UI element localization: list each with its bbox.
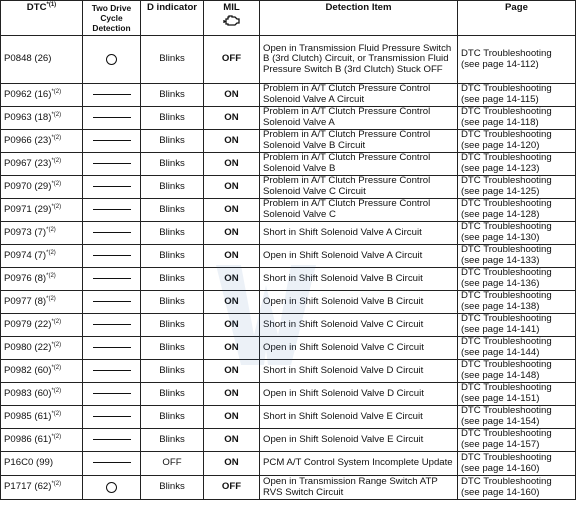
d-indicator-cell [141, 130, 204, 153]
d-indicator-value: Blinks [159, 481, 185, 493]
dtc-footnote: *(2) [46, 226, 56, 233]
dtc-footnote: *(2) [51, 364, 62, 371]
page-reference-title: DTC Troubleshooting [461, 47, 552, 59]
dash-icon [93, 232, 131, 233]
table-row [1, 176, 576, 199]
page-reference-number: (see page 14-160) [461, 486, 540, 498]
detection-item-text: Problem in A/T Clutch Pressure Control Solenoid Valve A Circuit [263, 83, 431, 105]
mil-value: ON [224, 180, 239, 192]
d-indicator-cell [141, 360, 204, 383]
page-reference-number: (see page 14-154) [461, 416, 540, 427]
mil-cell [204, 130, 260, 153]
dash-icon [93, 439, 131, 440]
two-drive-cell [83, 291, 141, 314]
d-indicator-value: Blinks [159, 387, 185, 399]
table-row [1, 84, 576, 107]
d-indicator-cell [141, 429, 204, 452]
d-indicator-value: Blinks [159, 180, 185, 192]
mil-value: ON [224, 341, 239, 353]
dtc-cell [1, 360, 83, 383]
mil-value: ON [224, 249, 239, 261]
dash-icon [93, 255, 131, 256]
page-reference-number: (see page 14-148) [461, 370, 540, 381]
d-indicator-cell [141, 337, 204, 360]
d-indicator-value: Blinks [159, 88, 185, 100]
mil-cell [204, 176, 260, 199]
d-indicator-value: Blinks [159, 203, 185, 215]
page-cell [458, 406, 576, 429]
dtc-cell [1, 476, 83, 500]
dtc-footnote: *(2) [51, 433, 62, 440]
two-drive-cell [83, 337, 141, 360]
detection-item-text: Problem in A/T Clutch Pressure Control Solenoid Valve B Circuit [263, 129, 431, 151]
two-drive-cell [83, 406, 141, 429]
page-reference-title: DTC Troubleshooting [461, 175, 552, 187]
detection-item-cell [260, 314, 458, 337]
page-reference-number: (see page 14-123) [461, 163, 540, 174]
header-detection-item [260, 1, 458, 36]
dtc-cell [1, 84, 83, 107]
page-reference-title: DTC Troubleshooting [461, 382, 552, 394]
dtc-code: P0983 (60) [4, 387, 52, 399]
page-cell [458, 130, 576, 153]
mil-value: ON [224, 226, 239, 238]
mil-value: ON [224, 457, 239, 469]
dtc-cell [1, 406, 83, 429]
page-reference-number: (see page 14-120) [461, 140, 540, 151]
page-reference-number: (see page 14-125) [461, 186, 540, 197]
detection-item-text: Problem in A/T Clutch Pressure Control Solenoid Valve C Circuit [263, 175, 431, 197]
detection-item-cell [260, 176, 458, 199]
detection-item-text: Open in Transmission Range Switch ATP RVS Switch Circuit [263, 475, 438, 498]
d-indicator-cell [141, 245, 204, 268]
detection-item-cell [260, 429, 458, 452]
table-row [1, 360, 576, 383]
detection-item-cell [260, 291, 458, 314]
page-reference-title: DTC Troubleshooting [461, 198, 552, 210]
dtc-code: P16C0 (99) [4, 457, 54, 469]
d-indicator-value: Blinks [159, 318, 185, 330]
dtc-footnote: *(2) [51, 341, 62, 348]
detection-item-text: Open in Shift Solenoid Valve C Circuit [263, 341, 424, 353]
d-indicator-cell [141, 153, 204, 176]
table-row [1, 429, 576, 452]
page-reference-number: (see page 14-160) [461, 462, 540, 474]
dtc-code: P0963 (18) [4, 111, 52, 123]
d-indicator-value: Blinks [159, 433, 185, 445]
dtc-code: P0980 (22) [4, 341, 52, 353]
dtc-cell [1, 383, 83, 406]
dtc-cell [1, 337, 83, 360]
d-indicator-cell [141, 314, 204, 337]
mil-cell [204, 383, 260, 406]
page-cell [458, 291, 576, 314]
page-reference-number: (see page 14-128) [461, 209, 540, 220]
d-indicator-cell [141, 36, 204, 84]
dash-icon [93, 140, 131, 141]
header-page-label: Page [505, 2, 528, 13]
table-row [1, 153, 576, 176]
dash-icon [93, 416, 131, 417]
two-drive-cell [83, 429, 141, 452]
mil-value: OFF [221, 53, 242, 65]
dtc-code: P0973 (7) [4, 226, 47, 238]
header-mil-label: MIL [223, 2, 240, 13]
page-cell [458, 153, 576, 176]
dtc-code: P0976 (8) [4, 272, 47, 284]
mil-cell [204, 36, 260, 84]
dtc-footnote: *(2) [51, 180, 62, 187]
dtc-footnote: *(2) [51, 387, 62, 394]
dtc-code: P0977 (8) [4, 295, 47, 307]
page-reference-number: (see page 14-112) [461, 58, 539, 70]
header-detection-item-label: Detection Item [325, 2, 392, 13]
d-indicator-cell [141, 222, 204, 245]
dash-icon [93, 462, 131, 463]
dtc-code: P0971 (29) [4, 203, 52, 215]
dtc-code: P0848 (26) [4, 53, 52, 65]
table-row [1, 245, 576, 268]
dash-icon [93, 186, 131, 187]
page-reference-number: (see page 14-141) [461, 324, 540, 335]
page-reference-title: DTC Troubleshooting [461, 152, 552, 164]
table-row [1, 406, 576, 429]
d-indicator-cell [141, 452, 204, 476]
page-reference-title: DTC Troubleshooting [461, 359, 552, 371]
page-cell [458, 337, 576, 360]
dtc-code: P1717 (62) [4, 481, 52, 493]
table-row [1, 130, 576, 153]
dtc-cell [1, 452, 83, 476]
two-drive-cell [83, 245, 141, 268]
two-drive-cell [83, 222, 141, 245]
dtc-cell [1, 291, 83, 314]
mil-cell [204, 360, 260, 383]
dtc-code: P0966 (23) [4, 134, 52, 146]
d-indicator-value: Blinks [159, 410, 185, 422]
page-reference-title: DTC Troubleshooting [461, 428, 552, 440]
header-two-drive-label: Two Drive Cycle Detection [91, 3, 132, 33]
dtc-code: P0967 (23) [4, 157, 52, 169]
d-indicator-value: Blinks [159, 157, 185, 169]
mil-value: ON [224, 364, 239, 376]
d-indicator-cell [141, 383, 204, 406]
page-reference-number: (see page 14-115) [461, 94, 539, 105]
page-cell [458, 245, 576, 268]
header-dtc-label: DTC [26, 2, 47, 13]
detection-item-text: PCM A/T Control System Incomplete Update [263, 457, 453, 469]
dtc-footnote: *(2) [46, 249, 56, 256]
dash-icon [93, 94, 131, 95]
dtc-cell [1, 314, 83, 337]
dash-icon [93, 209, 131, 210]
page-cell [458, 107, 576, 130]
page-cell [458, 268, 576, 291]
page-cell [458, 36, 576, 84]
detection-item-cell [260, 153, 458, 176]
two-drive-cell [83, 199, 141, 222]
page-reference-title: DTC Troubleshooting [461, 83, 552, 95]
d-indicator-cell [141, 476, 204, 500]
dash-icon [93, 393, 131, 394]
detection-item-cell [260, 245, 458, 268]
header-dtc [1, 1, 83, 36]
table-row [1, 476, 576, 500]
page-reference-number: (see page 14-118) [461, 117, 539, 128]
mil-value: ON [224, 134, 239, 146]
dtc-code: P0970 (29) [4, 180, 52, 192]
mil-cell [204, 337, 260, 360]
d-indicator-value: Blinks [159, 272, 185, 284]
d-indicator-cell [141, 199, 204, 222]
mil-value: ON [224, 111, 239, 123]
detection-item-cell [260, 337, 458, 360]
detection-item-text: Open in Shift Solenoid Valve A Circuit [263, 249, 423, 261]
dash-icon [93, 347, 131, 348]
mil-cell [204, 153, 260, 176]
check-engine-icon [223, 15, 241, 27]
header-mil [204, 1, 260, 36]
detection-item-cell [260, 130, 458, 153]
mil-value: ON [224, 295, 239, 307]
mil-cell [204, 107, 260, 130]
page-reference-title: DTC Troubleshooting [461, 267, 552, 279]
detection-item-cell [260, 222, 458, 245]
detection-item-text: Short in Shift Solenoid Valve D Circuit [263, 364, 424, 376]
mil-cell [204, 429, 260, 452]
dtc-code: P0986 (61) [4, 433, 52, 445]
dtc-code: P0974 (7) [4, 249, 47, 261]
detection-item-cell [260, 268, 458, 291]
two-drive-cell [83, 268, 141, 291]
page-reference-title: DTC Troubleshooting [461, 475, 552, 487]
page-cell [458, 476, 576, 500]
dtc-cell [1, 153, 83, 176]
d-indicator-cell [141, 268, 204, 291]
table-row [1, 199, 576, 222]
mil-value: ON [224, 387, 239, 399]
page-reference-title: DTC Troubleshooting [461, 129, 552, 141]
page-cell [458, 429, 576, 452]
detection-item-text: Problem in A/T Clutch Pressure Control Solenoid Valve C [263, 198, 431, 220]
mil-value: ON [224, 272, 239, 284]
header-d-indicator-label: D indicator [146, 2, 198, 13]
dtc-footnote: *(2) [51, 111, 62, 118]
detection-item-text: Open in Shift Solenoid Valve D Circuit [263, 387, 424, 399]
dash-icon [93, 370, 131, 371]
mil-cell [204, 291, 260, 314]
dtc-code: P0979 (22) [4, 318, 52, 330]
mil-value: OFF [221, 481, 242, 493]
page-reference-title: DTC Troubleshooting [461, 106, 552, 118]
dtc-footnote: *(2) [51, 157, 62, 164]
mil-value: ON [224, 88, 239, 100]
page-cell [458, 383, 576, 406]
d-indicator-cell [141, 107, 204, 130]
two-drive-cell [83, 84, 141, 107]
two-drive-cell [83, 107, 141, 130]
d-indicator-value: OFF [162, 457, 182, 469]
page-reference-title: DTC Troubleshooting [461, 290, 552, 302]
dtc-footnote: *(2) [51, 318, 62, 325]
detection-item-cell [260, 452, 458, 476]
detection-item-text: Open in Shift Solenoid Valve E Circuit [263, 433, 424, 445]
detection-item-text: Open in Shift Solenoid Valve B Circuit [263, 295, 424, 307]
detection-item-text: Short in Shift Solenoid Valve B Circuit [263, 272, 423, 284]
mil-cell [204, 245, 260, 268]
d-indicator-value: Blinks [159, 226, 185, 238]
page-cell [458, 452, 576, 476]
dtc-footnote: *(2) [46, 295, 56, 302]
detection-item-cell [260, 199, 458, 222]
page-reference-title: DTC Troubleshooting [461, 221, 552, 233]
two-drive-cell [83, 153, 141, 176]
mil-cell [204, 222, 260, 245]
detection-item-text: Short in Shift Solenoid Valve C Circuit [263, 318, 424, 330]
page-cell [458, 84, 576, 107]
mil-cell [204, 452, 260, 476]
page-reference-title: DTC Troubleshooting [461, 405, 552, 417]
two-drive-cell [83, 36, 141, 84]
table-row [1, 107, 576, 130]
d-indicator-value: Blinks [159, 53, 185, 65]
dtc-footnote: *(2) [51, 88, 62, 95]
table-row [1, 222, 576, 245]
table-row [1, 337, 576, 360]
two-drive-cell [83, 130, 141, 153]
mil-cell [204, 84, 260, 107]
dtc-code: P0982 (60) [4, 364, 52, 376]
mil-cell [204, 476, 260, 500]
d-indicator-cell [141, 84, 204, 107]
header-dtc-note: *(1) [46, 2, 57, 8]
page-reference-title: DTC Troubleshooting [461, 336, 552, 348]
page-reference-number: (see page 14-138) [461, 301, 540, 312]
mil-value: ON [224, 318, 239, 330]
mil-cell [204, 314, 260, 337]
two-drive-cell [83, 476, 141, 500]
circle-icon [106, 54, 117, 65]
dash-icon [93, 301, 131, 302]
dtc-cell [1, 176, 83, 199]
detection-item-cell [260, 84, 458, 107]
dash-icon [93, 117, 131, 118]
table-header-row [1, 1, 576, 36]
dtc-footnote: *(2) [51, 134, 62, 141]
detection-item-text: Short in Shift Solenoid Valve E Circuit [263, 410, 423, 422]
d-indicator-value: Blinks [159, 111, 185, 123]
two-drive-cell [83, 360, 141, 383]
d-indicator-value: Blinks [159, 249, 185, 261]
d-indicator-cell [141, 176, 204, 199]
table-row [1, 36, 576, 84]
table-row [1, 452, 576, 476]
detection-item-cell [260, 107, 458, 130]
d-indicator-value: Blinks [159, 134, 185, 146]
page-reference-number: (see page 14-133) [461, 255, 540, 266]
d-indicator-value: Blinks [159, 364, 185, 376]
detection-item-cell [260, 36, 458, 84]
two-drive-cell [83, 314, 141, 337]
d-indicator-cell [141, 291, 204, 314]
dtc-footnote: *(2) [51, 410, 62, 417]
dtc-footnote: *(2) [51, 203, 62, 210]
dtc-cell [1, 429, 83, 452]
dtc-table-body [1, 36, 576, 500]
detection-item-text: Problem in A/T Clutch Pressure Control Solenoid Valve A [263, 106, 431, 128]
table-row [1, 291, 576, 314]
two-drive-cell [83, 383, 141, 406]
dtc-footnote: *(2) [46, 272, 56, 279]
detection-item-cell [260, 406, 458, 429]
two-drive-cell [83, 176, 141, 199]
page-reference-number: (see page 14-136) [461, 278, 540, 289]
dtc-code: P0985 (61) [4, 410, 52, 422]
table-row [1, 268, 576, 291]
dtc-footnote: *(2) [51, 481, 62, 488]
dtc-cell [1, 245, 83, 268]
d-indicator-cell [141, 406, 204, 429]
table-row [1, 383, 576, 406]
header-two-drive-cycle [83, 1, 141, 36]
header-d-indicator [141, 1, 204, 36]
dtc-cell [1, 107, 83, 130]
page-reference-number: (see page 14-144) [461, 347, 540, 358]
mil-cell [204, 268, 260, 291]
page-reference-title: DTC Troubleshooting [461, 244, 552, 256]
dash-icon [93, 278, 131, 279]
mil-value: ON [224, 203, 239, 215]
page-reference-title: DTC Troubleshooting [461, 451, 552, 463]
header-page [458, 1, 576, 36]
two-drive-cell [83, 452, 141, 476]
dtc-cell [1, 222, 83, 245]
dtc-cell [1, 36, 83, 84]
page-cell [458, 199, 576, 222]
d-indicator-value: Blinks [159, 341, 185, 353]
mil-value: ON [224, 433, 239, 445]
detection-item-text: Short in Shift Solenoid Valve A Circuit [263, 226, 422, 238]
detection-item-text: Open in Transmission Fluid Pressure Switch B (3rd Clutch) Circuit, or Transmission Fluid Pressure Switch B (3rd Clutch) Stuck OFF [263, 42, 452, 75]
circle-icon [106, 482, 117, 493]
page-cell [458, 176, 576, 199]
dtc-code: P0962 (16) [4, 88, 52, 100]
page-reference-number: (see page 14-157) [461, 439, 540, 450]
dtc-cell [1, 268, 83, 291]
d-indicator-value: Blinks [159, 295, 185, 307]
page-reference-title: DTC Troubleshooting [461, 313, 552, 325]
dash-icon [93, 163, 131, 164]
detection-item-cell [260, 383, 458, 406]
mil-cell [204, 199, 260, 222]
mil-value: ON [224, 410, 239, 422]
dash-icon [93, 324, 131, 325]
page-reference-number: (see page 14-130) [461, 232, 540, 243]
dtc-cell [1, 199, 83, 222]
table-row [1, 314, 576, 337]
mil-value: ON [224, 157, 239, 169]
page-cell [458, 360, 576, 383]
detection-item-cell [260, 476, 458, 500]
page-cell [458, 222, 576, 245]
page-cell [458, 314, 576, 337]
dtc-cell [1, 130, 83, 153]
page-reference-number: (see page 14-151) [461, 393, 540, 404]
mil-cell [204, 406, 260, 429]
detection-item-text: Problem in A/T Clutch Pressure Control Solenoid Valve B [263, 152, 431, 174]
detection-item-cell [260, 360, 458, 383]
